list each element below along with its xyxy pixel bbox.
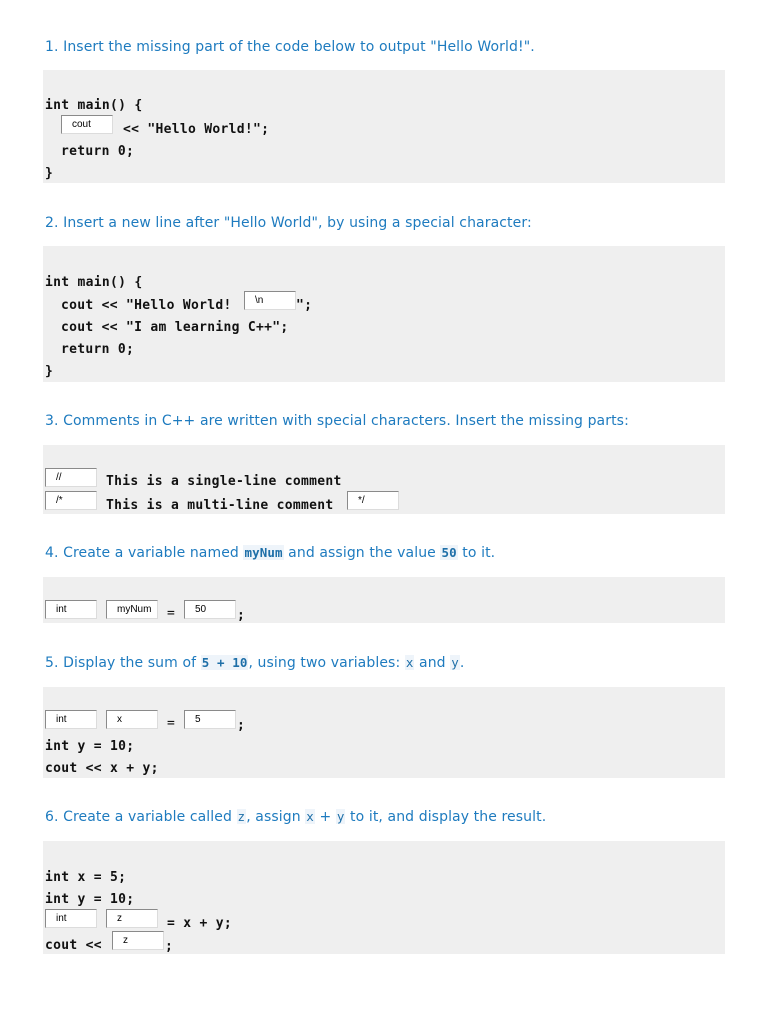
inline-code: 50 bbox=[441, 545, 457, 560]
variable-name-input[interactable] bbox=[106, 600, 158, 619]
code-line: This is a multi-line comment bbox=[106, 498, 334, 513]
code-line: int main() { bbox=[45, 98, 143, 113]
inline-code: z bbox=[237, 809, 246, 824]
code-box-1 bbox=[43, 70, 725, 183]
code-line: return 0; bbox=[61, 342, 135, 357]
question-3-text: 3. Comments in C++ are written with special characters. Insert the missing parts: bbox=[45, 413, 629, 429]
code-line: "; bbox=[296, 298, 313, 313]
code-line: cout << "I am learning C++"; bbox=[61, 320, 289, 335]
value-input[interactable] bbox=[184, 600, 236, 619]
code-line: int x = 5; bbox=[45, 870, 127, 885]
code-line: << "Hello World!"; bbox=[123, 122, 270, 137]
semicolon: ; bbox=[237, 608, 246, 623]
code-line: cout << "Hello World! bbox=[61, 298, 232, 313]
code-line: This is a single-line comment bbox=[106, 474, 342, 489]
code-line: } bbox=[45, 166, 54, 181]
value-input[interactable] bbox=[184, 710, 236, 729]
code-line: int main() { bbox=[45, 275, 143, 290]
equals-sign: = bbox=[167, 716, 176, 731]
code-line: int y = 10; bbox=[45, 892, 135, 907]
inline-code: x bbox=[405, 655, 414, 670]
inline-code: x bbox=[306, 809, 314, 824]
single-line-comment-input[interactable] bbox=[45, 468, 97, 487]
question-4-text: 4. Create a variable named myNum and assign the value 50 to it. bbox=[45, 545, 496, 561]
code-line: = x + y; bbox=[167, 916, 233, 931]
question-6-text: 6. Create a variable called z, assign x + y to it, and display the result. bbox=[45, 809, 547, 825]
inline-code: 5 + 10 bbox=[201, 655, 248, 670]
code-box-2 bbox=[43, 246, 725, 382]
inline-code: y bbox=[336, 809, 345, 824]
type-input[interactable] bbox=[45, 600, 97, 619]
newline-input[interactable] bbox=[244, 291, 296, 310]
output-variable-input[interactable] bbox=[112, 931, 164, 950]
equals-sign: = bbox=[167, 606, 176, 621]
semicolon: ; bbox=[165, 939, 174, 954]
code-box-3 bbox=[43, 445, 725, 514]
code-line: return 0; bbox=[61, 144, 135, 159]
question-2-text: 2. Insert a new line after "Hello World", by using a special character: bbox=[45, 215, 532, 231]
semicolon: ; bbox=[237, 718, 246, 733]
question-5-text: 5. Display the sum of 5 + 10, using two variables: x and y. bbox=[45, 655, 465, 671]
cout-input[interactable] bbox=[61, 115, 113, 134]
inline-code: myNum bbox=[244, 545, 283, 560]
variable-name-input[interactable] bbox=[106, 909, 158, 928]
code-line: cout << x + y; bbox=[45, 761, 159, 776]
code-line: } bbox=[45, 364, 54, 379]
variable-name-input[interactable] bbox=[106, 710, 158, 729]
inline-code: y bbox=[451, 655, 459, 670]
multi-line-comment-end-input[interactable] bbox=[347, 491, 399, 510]
code-box-4 bbox=[43, 577, 725, 623]
type-input[interactable] bbox=[45, 710, 97, 729]
type-input[interactable] bbox=[45, 909, 97, 928]
question-1-text: 1. Insert the missing part of the code below to output "Hello World!". bbox=[45, 39, 535, 55]
code-line: cout << bbox=[45, 938, 102, 953]
multi-line-comment-start-input[interactable] bbox=[45, 491, 97, 510]
code-line: int y = 10; bbox=[45, 739, 135, 754]
code-box-6 bbox=[43, 841, 725, 954]
code-box-5 bbox=[43, 687, 725, 778]
